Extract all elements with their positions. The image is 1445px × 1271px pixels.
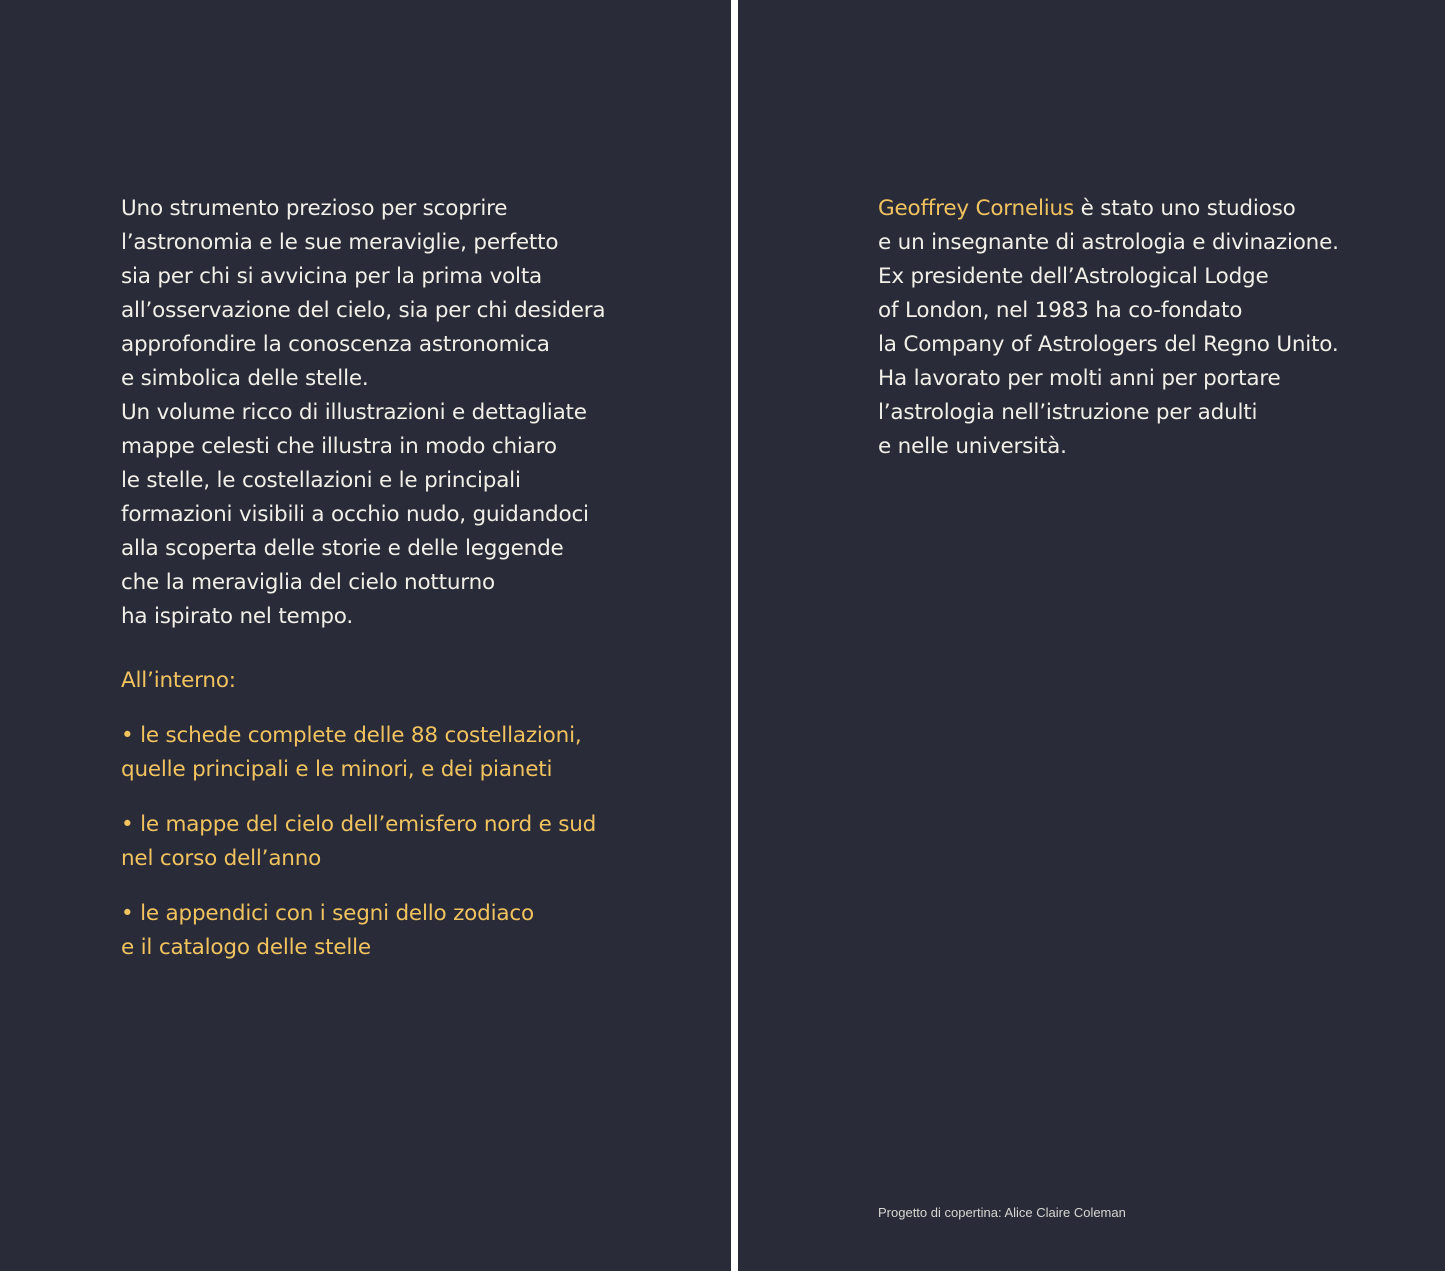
description-line: Un volume ricco di illustrazioni e dettagliate (121, 400, 587, 425)
description-line: ha ispirato nel tempo. (121, 604, 353, 629)
bio-line: Ex presidente dell’Astrological Lodge (878, 264, 1269, 289)
description-line: alla scoperta delle storie e delle leggende (121, 536, 564, 561)
list-item-line: • le mappe del cielo dell’emisfero nord e sud (121, 812, 597, 837)
description-line: sia per chi si avvicina per la prima volta (121, 264, 543, 289)
description-line: mappe celesti che illustra in modo chiaro (121, 434, 557, 459)
inside-heading: All’interno: (121, 668, 236, 693)
description-line: e simbolica delle stelle. (121, 366, 369, 391)
description-line: l’astronomia e le sue meraviglie, perfetto (121, 230, 559, 255)
bio-line: of London, nel 1983 ha co-fondato (878, 298, 1243, 323)
contents-list (121, 719, 596, 986)
book-description (121, 192, 605, 634)
contents-list-item (121, 719, 596, 787)
back-flap-panel (738, 0, 1445, 1271)
description-line: approfondire la conoscenza astronomica (121, 332, 550, 357)
description-line: che la meraviglia del cielo notturno (121, 570, 495, 595)
list-item-line: e il catalogo delle stelle (121, 935, 371, 960)
cover-credit: Progetto di copertina: Alice Claire Coleman (878, 1205, 1126, 1220)
bio-line: e nelle università. (878, 434, 1067, 459)
bio-line: l’astrologia nell’istruzione per adulti (878, 400, 1258, 425)
list-item-line: quelle principali e le minori, e dei pianeti (121, 757, 553, 782)
description-line: Uno strumento prezioso per scoprire (121, 196, 508, 221)
bio-text: è stato uno studioso (1074, 196, 1296, 221)
contents-list-item (121, 897, 596, 965)
list-item-line: • le appendici con i segni dello zodiaco (121, 901, 534, 926)
description-line: all’osservazione del cielo, sia per chi desidera (121, 298, 606, 323)
contents-list-item (121, 808, 596, 876)
author-bio (878, 192, 1339, 464)
list-item-line: nel corso dell’anno (121, 846, 322, 871)
bio-line: e un insegnante di astrologia e divinazione. (878, 230, 1339, 255)
description-line: formazioni visibili a occhio nudo, guidandoci (121, 502, 589, 527)
description-line: le stelle, le costellazioni e le principali (121, 468, 521, 493)
bio-line: Ha lavorato per molti anni per portare (878, 366, 1281, 391)
list-item-line: • le schede complete delle 88 costellazioni, (121, 723, 582, 748)
bio-line (878, 192, 1339, 226)
bio-line: la Company of Astrologers del Regno Unito. (878, 332, 1339, 357)
author-name: Geoffrey Cornelius (878, 196, 1074, 221)
